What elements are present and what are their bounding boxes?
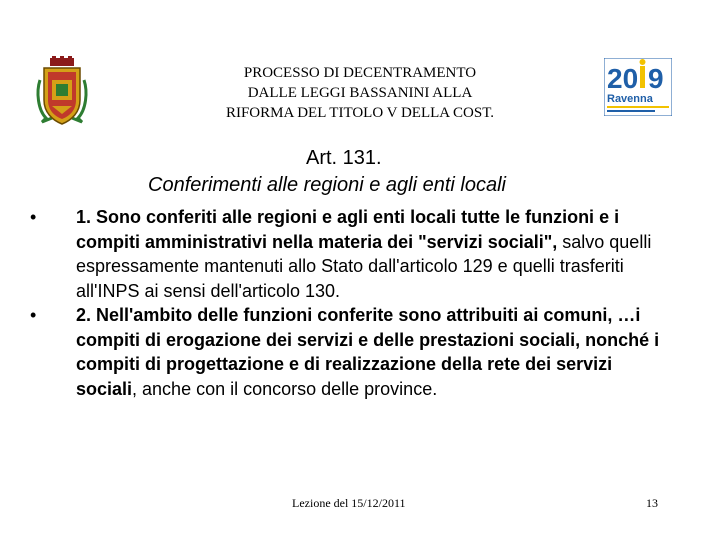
page-number: 13 <box>646 496 658 510</box>
list-item <box>30 205 670 303</box>
header-line-2: DALLE LEGGI BASSANINI ALLA <box>247 85 473 101</box>
coat-of-arms-logo <box>34 56 90 128</box>
footer-date: Lezione del 15/12/2011 <box>292 496 406 510</box>
header-title <box>180 63 540 123</box>
item-2-bold-text: 2. Nell'ambito delle funzioni conferite sono attribuiti ai comuni, …i compiti di erogazione dei servizi e delle prestazioni sociali, nonché i compiti di progettazione e di realizzazione della rete dei servizi sociali <box>76 305 660 399</box>
logo-year-text-end: 9 <box>648 63 664 94</box>
article-body-list <box>30 205 670 401</box>
header-line-1: PROCESSO DI DECENTRAMENTO <box>243 65 477 81</box>
item-1-bold-text: 1. Sono conferiti alle regioni e agli enti locali tutte le funzioni e i compiti amministrativi nella materia dei "servizi sociali", <box>76 207 620 252</box>
article-title: Conferimenti alle regioni e agli enti locali <box>148 174 506 196</box>
article-number: Art. 131. <box>306 147 382 169</box>
logo-city-text: Ravenna <box>607 93 653 105</box>
item-2-text: , anche con il concorso delle province. <box>132 378 438 399</box>
logo-year-text: 20 <box>607 63 639 94</box>
bullet-marker: • <box>30 305 37 325</box>
header-line-3: RIFORMA DEL TITOLO V DELLA COST. <box>225 105 495 121</box>
item-1-text: salvo quelli espressamente mantenuti allo Stato dall'articolo 129 e quelli trasferiti all'INPS ai sensi dell'articolo 130. <box>76 231 652 301</box>
ravenna-2019-logo <box>604 58 672 116</box>
list-item <box>30 303 670 401</box>
bullet-marker: • <box>30 207 37 227</box>
